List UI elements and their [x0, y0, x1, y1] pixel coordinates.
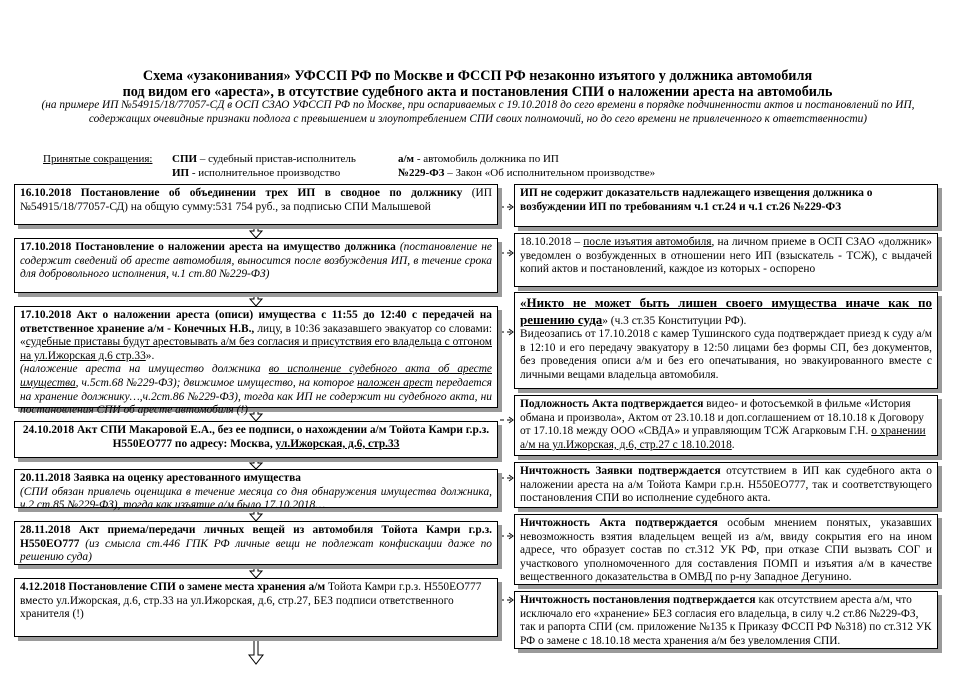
left-box-1	[14, 184, 498, 225]
abbr-spi-desc: – судебный пристав-исполнитель	[197, 153, 356, 165]
right-box-1-bold: ИП не содержит доказательств надлежащего извещения должника о возбуждении ИП по требованиям ч.1 ст.24 и ч.1 ст.26 №229-ФЗ	[520, 187, 873, 213]
right-box-4	[514, 395, 938, 456]
abbr-ip-desc: - исполнительное производство	[189, 167, 341, 179]
left-box-1-text: (ИП №54915/18/77057-СД) на общую сумму:531 754 руб., за подписью СПИ Малышевой	[20, 187, 492, 213]
right-box-3-quote: «Никто не может быть лишен своего имущества иначе как по решению суда	[520, 295, 932, 327]
left-box-5-italic: (СПИ обязан привлечь оценщика в течение месяца со дня обнаружения имущества должника, ч.2 ст.85 №229-ФЗ), тогда как изъятие а/м было 17.10.2018…	[20, 485, 492, 512]
down-arrow-3	[250, 408, 262, 421]
abbr-am-term: а/м	[398, 153, 415, 165]
title-line-2: под видом его «ареста», в отсутствие судебного акта и постановления СПИ о наложении ареста на автомобиль	[122, 84, 833, 100]
abbr-fz-term: №229-ФЗ	[398, 167, 445, 179]
right-box-2-t1: 18.10.2018 –	[520, 236, 584, 248]
left-box-5-bold: 20.11.2018 Заявка на оценку арестованного имущества	[20, 472, 301, 484]
down-arrow-2	[250, 293, 262, 306]
abbr-am-desc: - автомобиль должника по ИП	[414, 153, 559, 165]
left-box-6	[14, 521, 498, 565]
right-box-3-t1: » (ч.3 ст.35 Конституции РФ).	[602, 314, 747, 327]
left-box-3-i2: , ч.5ст.68 №229-ФЗ); движимое имущество, на которое	[75, 376, 358, 389]
left-box-3-iu1: во исполнение судебного акта об аресте имущества	[20, 363, 492, 389]
left-box-3-iu2: наложен арест	[357, 376, 433, 389]
left-box-2-italic: (постановление не содержит сведений об аресте автомобиля, выносится после возбуждения ИП, в течение срока для добровольного исполнения, ч.1 ст.80 №229-ФЗ)	[20, 241, 492, 281]
left-box-3-t2: ».	[145, 349, 155, 362]
right-box-7-t1: как отсутствием ареста а/м, что исключало его «хранение» БЕЗ согласия его владельца, в силу ч.2 ст.86 №229-ФЗ, так и рапорта СПИ (см. приложение №135 к Приказу ФССП РФ №318) по ст.312 УК РФ о замене с 18.10.18 места хранения а/м без увеломления СПИ.	[520, 594, 932, 647]
left-box-6-italic: (из смысла ст.446 ГПК РФ личные вещи не подлежат конфискации даже по решению суда)	[20, 537, 492, 564]
right-box-7-bold: Ничтожность постановления подтверждается	[520, 594, 756, 606]
right-box-4-bold: Подложность Акта подтверждается	[520, 398, 704, 410]
abbr-spi-term: СПИ	[172, 153, 198, 165]
left-box-3-quote: судебные приставы будут арестовывать а/м без согласия и присутствия его владельца с отгоном на ул.Ижорская д.6 стр.33	[20, 336, 492, 362]
left-box-3-i1: (наложение ареста на имущество должника	[20, 363, 269, 376]
right-box-4-t2: .	[731, 438, 735, 451]
right-box-1	[514, 184, 938, 227]
left-box-3	[14, 306, 498, 417]
right-box-3	[514, 292, 938, 389]
right-box-5	[514, 462, 938, 508]
left-box-4	[14, 421, 498, 458]
right-box-4-t1: видео- и фотосъемкой в фильме «История обмана и произвола», Актом от 23.10.18 и доп.соглашением от 18.10.18 к Договору от 17.10.18 между ООО «СВДА» и управляющим ТСЖ Агарковым Г.Н.	[520, 398, 924, 438]
right-box-7	[514, 591, 938, 649]
title-line-1: Схема «узаконивания» УФССП РФ по Москве и ФССП РФ незаконно изъятого у должника автомобиля	[142, 68, 813, 84]
right-box-5-t1: отсутствием в ИП как судебного акта о наложении ареста на а/м Тойота Камри г.р.н. Н550ЕО777, так и соответствующего постановления СПИ во исполнение судебного акта.	[520, 465, 932, 505]
subtitle: (на примере ИП №54915/18/77057-СД в ОСП СЗАО УФССП РФ по Москве, при оспариваемых с 19.10.2018 до сего времени в порядке подчиненности актов и постановлений по ИП, содержащих очевидные признаки подлога с превышением и злоупотреблением СПИ своих полномочий, но до сего времени не привлеченного к ответственности)	[41, 99, 915, 125]
left-box-3-i3: передается на хранение должнику…,ч.2ст.86 №229-ФЗ), тогда как ИП не содержит ни судебного акта, ни постановления СПИ об аресте автомобиля (!)	[20, 376, 492, 417]
left-box-2	[14, 238, 498, 293]
left-box-2-bold: 17.10.2018 Постановление о наложении ареста на имущество должника	[20, 241, 396, 253]
left-box-7-bold: 4.12.2018 Постановление СПИ о замене места хранения а/м	[20, 581, 326, 593]
right-box-6-t1: особым мнением понятых, указавших невозможность взятия владельцем вещей из а/м, ввиду сокрытия его на ином адресе, что образует состав по ст.312 УК РФ, при отказе СПИ вызвать СОГ и участкового уполномоченного для составления ПОМП и изъятия а/м в качестве вещественного доказательства в ОМВД по р-ну Западное Дегунино.	[520, 517, 932, 584]
side-links	[500, 204, 513, 603]
left-box-1-bold: 16.10.2018 Постановление об объединении трех ИП в сводное по должнику	[20, 187, 463, 199]
right-box-3-t2: Видеозапись от 17.10.2018 с камер Тушинского суда подтверждает приезд к суду а/м в 12:10 и его передачу эвакуатору в 12:50 лицами без формы СП, без документов, без проведения описи а/м и без его опечатывания, но эвакуированного вместе с личными вещами владельца автомобиля.	[520, 328, 932, 381]
right-box-2	[514, 233, 938, 287]
abbreviations-heading: Принятые сокращения:	[43, 153, 153, 165]
left-box-5	[14, 469, 498, 512]
down-arrow-1	[250, 225, 262, 238]
right-box-4-u1: о хранении а/м на ул.Ижорская, д.6, стр.27 с 18.10.2018	[520, 425, 926, 451]
left-box-6-bold: 28.11.2018 Акт приема/передачи личных вещей из автомобиля Тойота Камри г.р.з. Н550ЕО777	[20, 524, 492, 550]
left-box-7	[14, 578, 498, 637]
left-box-4-bold: 24.10.2018 Акт СПИ Макаровой Е.А., без ее подписи, о нахождении а/м Тойота Камри г.р.з. Н550ЕО777 по адресу: Москва,	[22, 424, 490, 450]
right-box-6-bold: Ничтожность Акта подтверждается	[520, 517, 718, 529]
left-box-7-text: Тойота Камри г.р.з. Н550ЕО777 вместо ул.Ижорская, д.6, стр.33 на ул.Ижорская, д.6, стр.27, БЕЗ подписи ответственного хранителя (!)	[20, 581, 482, 621]
down-arrow-bottom	[249, 637, 263, 664]
abbr-ip-term: ИП	[172, 167, 190, 179]
abbr-fz-desc: – Закон «Об исполнительном производстве»	[444, 167, 656, 179]
left-box-3-bold: 17.10.2018 Акт о наложении ареста (описи) имущества с 11:55 до 12:40 с передачей на ответственное хранение а/м - Конечных Н.В.,	[20, 309, 492, 335]
right-box-5-bold: Ничтожность Заявки подтверждается	[520, 465, 721, 477]
right-box-2-u1: после изъятия автомобиля	[583, 236, 712, 248]
down-arrow-4	[250, 458, 262, 469]
right-box-6	[514, 514, 938, 585]
left-box-3-t1: лицу, в 10:36 заказавшего эвакуатор со словами: «	[20, 322, 493, 349]
right-box-2-t2: , на личном приеме в ОСП СЗАО «должник» уведомлен о возбужденных в отношении него ИП (взыскатель - ТСЖ), с выдачей копий актов и постановлений, каждое из которых - оспорено	[520, 236, 932, 276]
down-arrow-6	[250, 565, 262, 578]
left-box-4-address: ул.Ижорская, д.6, стр.33	[275, 437, 400, 450]
